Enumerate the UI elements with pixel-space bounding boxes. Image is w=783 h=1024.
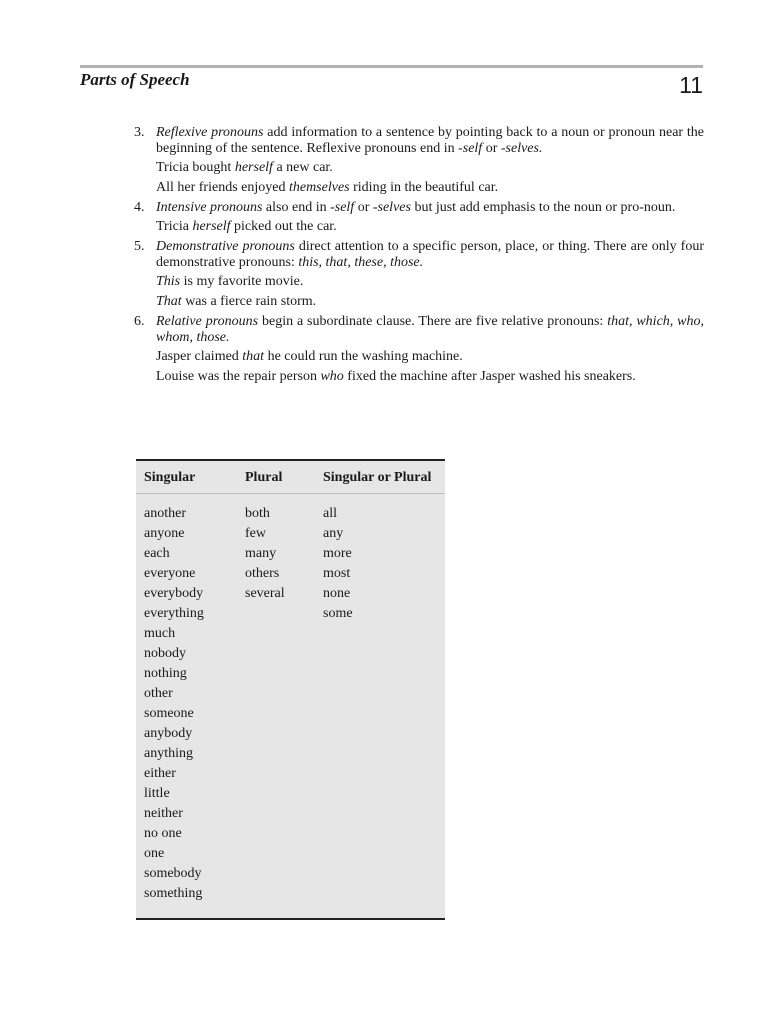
table-header-row <box>136 461 445 494</box>
text-run: Tricia bought <box>156 160 235 175</box>
text-run: but just add emphasis to the noun or pro-noun. <box>410 200 676 215</box>
list-item <box>130 200 704 235</box>
example-sentence <box>156 219 704 235</box>
column-singular <box>144 504 204 904</box>
text-run: -selves. <box>500 141 543 156</box>
table-cell: any <box>323 526 344 541</box>
text-run: who <box>320 369 344 384</box>
indefinite-pronouns-table <box>136 459 445 920</box>
text-run: This <box>156 274 181 289</box>
pronoun-list <box>130 125 704 389</box>
example-sentence <box>156 274 704 290</box>
table-cell: anyone <box>144 526 185 541</box>
table-cell: anybody <box>144 726 193 741</box>
table-cell: both <box>245 506 270 521</box>
table-cell: another <box>144 506 186 521</box>
example-sentence <box>156 369 704 385</box>
text-run: herself <box>192 219 231 234</box>
text-run: also end in <box>262 200 331 215</box>
table-cell: someone <box>144 706 194 721</box>
header-plural: Plural <box>245 470 283 485</box>
table-cell: somebody <box>144 866 202 881</box>
text-run: -self <box>330 200 355 215</box>
header-singular-or-plural: Singular or Plural <box>323 470 432 485</box>
table-cell: something <box>144 886 203 901</box>
table-cell: either <box>144 766 176 781</box>
table-cell: many <box>245 546 277 561</box>
item-number: 6. <box>134 314 145 329</box>
text-run: Tricia <box>156 219 193 234</box>
item-number: 5. <box>134 239 145 254</box>
header-singular: Singular <box>144 470 196 485</box>
example-sentence <box>156 160 704 176</box>
text-run: Louise was the repair person <box>156 369 321 384</box>
item-description <box>156 200 704 216</box>
page-header-title: Parts of Speech <box>80 70 190 89</box>
item-number: 4. <box>134 200 145 215</box>
table-cell: some <box>323 606 353 621</box>
page-number: 11 <box>679 72 703 98</box>
table-cell: no one <box>144 826 182 841</box>
item-description <box>156 125 704 157</box>
table-cell: everyone <box>144 566 196 581</box>
example-sentence <box>156 349 704 365</box>
list-item <box>130 239 704 310</box>
table-cell: anything <box>144 746 193 761</box>
text-run: add information to a sentence by pointing back to a noun or pronoun near the beginning of the sentence. Reflexive pronouns end in <box>156 125 704 156</box>
text-run: direct attention to a specific person, place, or thing. There are only four demonstrative pronouns: <box>156 239 704 270</box>
column-plural <box>245 504 285 604</box>
text-run: or <box>482 141 501 156</box>
table-cell: others <box>245 566 280 581</box>
table-cell: much <box>144 626 176 641</box>
text-run: fixed the machine after Jasper washed his sneakers. <box>343 369 636 384</box>
text-run: is my favorite movie. <box>180 274 304 289</box>
text-run: that <box>242 349 265 364</box>
item-description <box>156 314 704 346</box>
table-cell: most <box>323 566 351 581</box>
column-singular-or-plural <box>323 504 353 624</box>
table-cell: one <box>144 846 165 861</box>
table-cell: nothing <box>144 666 187 681</box>
example-sentence <box>156 294 704 310</box>
text-run: or <box>354 200 373 215</box>
text-run: a new car. <box>272 160 333 175</box>
text-run: Jasper claimed <box>156 349 243 364</box>
text-run: -selves <box>372 200 411 215</box>
table-cell: few <box>245 526 266 541</box>
text-run: begin a subordinate clause. There are five relative pronouns: <box>258 314 608 329</box>
item-description <box>156 239 704 271</box>
table-cell: everything <box>144 606 204 621</box>
table-cell: several <box>245 586 285 601</box>
table-cell: other <box>144 686 173 701</box>
term: Intensive pronouns <box>156 200 263 215</box>
table-cell: everybody <box>144 586 204 601</box>
term: Reflexive pronouns <box>156 125 264 140</box>
text-run: was a fierce rain storm. <box>181 294 317 309</box>
list-item <box>130 314 704 385</box>
text-run: All her friends enjoyed <box>156 180 289 195</box>
text-run: this, that, these, those. <box>298 255 424 270</box>
table-cell: little <box>144 786 170 801</box>
term: Demonstrative pronouns <box>156 239 295 254</box>
text-run: picked out the car. <box>230 219 337 234</box>
table-cell: nobody <box>144 646 186 661</box>
table-cell: all <box>323 506 337 521</box>
text-run: riding in the beautiful car. <box>349 180 499 195</box>
text-run: -self <box>458 141 483 156</box>
list-item <box>130 125 704 196</box>
example-sentence <box>156 180 704 196</box>
table-cell: neither <box>144 806 183 821</box>
text-run: themselves <box>288 180 350 195</box>
text-run: that, which, who, whom, those. <box>156 314 704 345</box>
table-cell: none <box>323 586 351 601</box>
term: Relative pronouns <box>156 314 259 329</box>
table-cell: each <box>144 546 170 561</box>
text-run: That <box>156 294 182 309</box>
table-cell: more <box>323 546 352 561</box>
header-rule <box>80 65 703 68</box>
text-run: he could run the washing machine. <box>264 349 463 364</box>
item-number: 3. <box>134 125 145 140</box>
text-run: herself <box>234 160 273 175</box>
